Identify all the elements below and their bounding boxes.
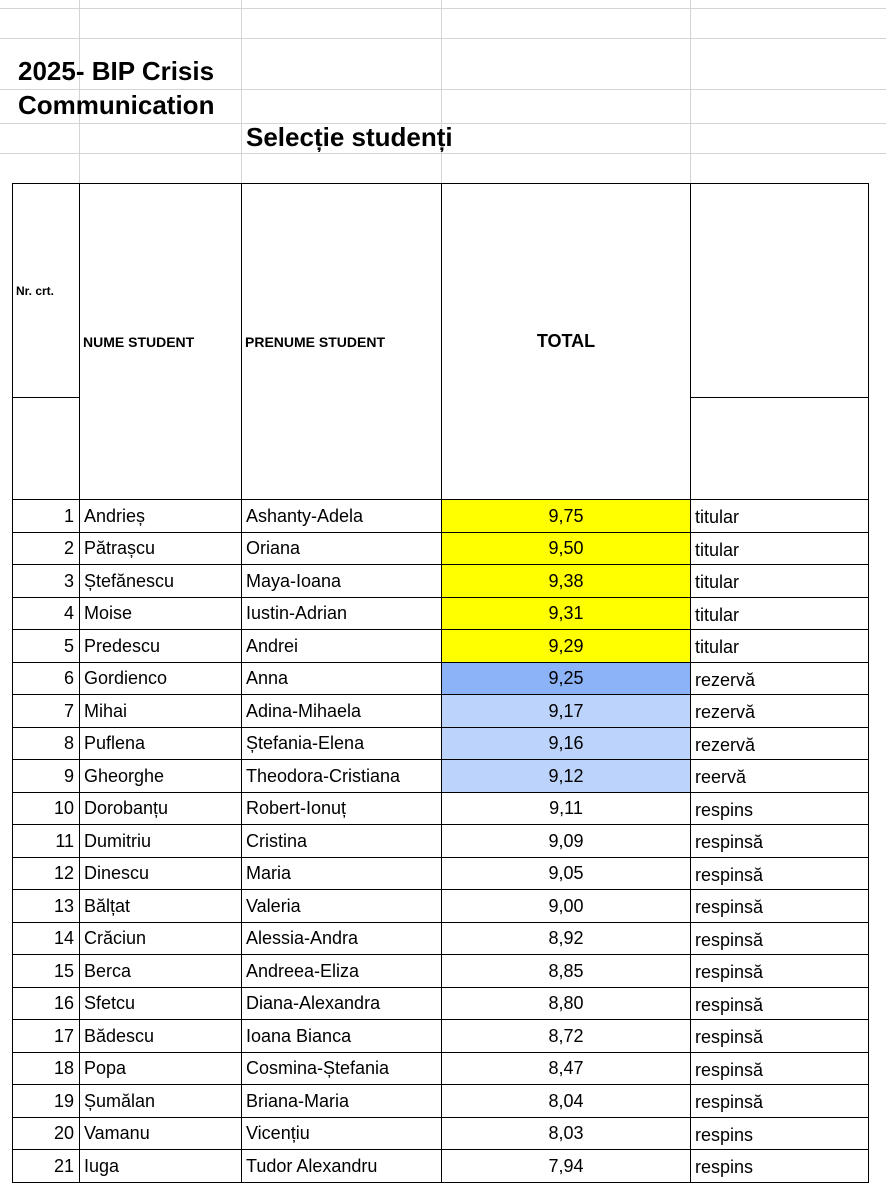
- gridline: [0, 38, 886, 39]
- cell-nr[interactable]: 19: [13, 1085, 80, 1118]
- sheet-title-line2: Communication: [18, 90, 215, 120]
- cell-prenume[interactable]: Robert-Ionuț: [242, 792, 442, 825]
- cell-prenume[interactable]: Maya-Ioana: [242, 565, 442, 598]
- cell-nr[interactable]: 3: [13, 565, 80, 598]
- table-row: [13, 630, 869, 663]
- cell-nume[interactable]: Ștefănescu: [80, 565, 242, 598]
- cell-prenume[interactable]: Andreea-Eliza: [242, 955, 442, 988]
- cell-status[interactable]: respins: [691, 1117, 869, 1150]
- cell-nr[interactable]: 17: [13, 1020, 80, 1053]
- table-row: [13, 890, 869, 923]
- cell-total[interactable]: 8,72: [442, 1020, 691, 1053]
- cell-prenume[interactable]: Briana-Maria: [242, 1085, 442, 1118]
- header-total[interactable]: TOTAL: [442, 184, 691, 500]
- table-row: [13, 1150, 869, 1183]
- cell-nr[interactable]: 10: [13, 792, 80, 825]
- cell-status[interactable]: respinsă: [691, 1052, 869, 1085]
- header-nume-student[interactable]: NUME STUDENT: [80, 184, 242, 500]
- cell-status[interactable]: reervă: [691, 760, 869, 793]
- cell-prenume[interactable]: Vicențiu: [242, 1117, 442, 1150]
- cell-nume[interactable]: Mihai: [80, 695, 242, 728]
- cell-prenume[interactable]: Alessia-Andra: [242, 922, 442, 955]
- cell-nr[interactable]: 6: [13, 662, 80, 695]
- cell-prenume[interactable]: Ioana Bianca: [242, 1020, 442, 1053]
- cell-total[interactable]: 7,94: [442, 1150, 691, 1183]
- cell-prenume[interactable]: Iustin-Adrian: [242, 597, 442, 630]
- cell-prenume[interactable]: Cosmina-Ștefania: [242, 1052, 442, 1085]
- cell-nr[interactable]: 11: [13, 825, 80, 858]
- gridline: [690, 0, 691, 183]
- cell-nume[interactable]: Iuga: [80, 1150, 242, 1183]
- cell-prenume[interactable]: Maria: [242, 857, 442, 890]
- cell-nume[interactable]: Sfetcu: [80, 987, 242, 1020]
- table-row: [13, 922, 869, 955]
- cell-total[interactable]: 9,75: [442, 500, 691, 533]
- cell-total[interactable]: 9,05: [442, 857, 691, 890]
- cell-status[interactable]: titular: [691, 597, 869, 630]
- table-row: [13, 597, 869, 630]
- gridline: [441, 0, 442, 183]
- cell-nr[interactable]: 1: [13, 500, 80, 533]
- cell-prenume[interactable]: Diana-Alexandra: [242, 987, 442, 1020]
- cell-status[interactable]: respinsă: [691, 955, 869, 988]
- cell-nr[interactable]: 4: [13, 597, 80, 630]
- cell-prenume[interactable]: Oriana: [242, 532, 442, 565]
- table-row: [13, 662, 869, 695]
- cell-status[interactable]: titular: [691, 532, 869, 565]
- cell-prenume[interactable]: Adina-Mihaela: [242, 695, 442, 728]
- table-row: [13, 1052, 869, 1085]
- table-row: [13, 695, 869, 728]
- cell-nume[interactable]: Vamanu: [80, 1117, 242, 1150]
- cell-nr[interactable]: 9: [13, 760, 80, 793]
- table-row: [13, 857, 869, 890]
- cell-nr[interactable]: 2: [13, 532, 80, 565]
- cell-prenume[interactable]: Ashanty-Adela: [242, 500, 442, 533]
- cell-nume[interactable]: Dorobanțu: [80, 792, 242, 825]
- cell-prenume[interactable]: Anna: [242, 662, 442, 695]
- cell-total[interactable]: 9,11: [442, 792, 691, 825]
- cell-status[interactable]: rezervă: [691, 727, 869, 760]
- cell-total[interactable]: 9,09: [442, 825, 691, 858]
- cell-nume[interactable]: Dumitriu: [80, 825, 242, 858]
- cell-nume[interactable]: Moise: [80, 597, 242, 630]
- sheet-title-line1: 2025- BIP Crisis: [18, 56, 215, 86]
- table-row: [13, 825, 869, 858]
- cell-nr[interactable]: 8: [13, 727, 80, 760]
- header-nr-crt[interactable]: Nr. crt.: [13, 184, 80, 398]
- table-row: [13, 500, 869, 533]
- cell-total[interactable]: 9,25: [442, 662, 691, 695]
- cell-total[interactable]: 8,85: [442, 955, 691, 988]
- table-row: [13, 955, 869, 988]
- cell-nume[interactable]: Dinescu: [80, 857, 242, 890]
- cell-total[interactable]: 8,04: [442, 1085, 691, 1118]
- cell-nume[interactable]: Bădescu: [80, 1020, 242, 1053]
- cell-status[interactable]: rezervă: [691, 695, 869, 728]
- header-prenume-student[interactable]: PRENUME STUDENT: [242, 184, 442, 500]
- cell-nume[interactable]: Pătrașcu: [80, 532, 242, 565]
- table-row: [13, 1085, 869, 1118]
- cell-total[interactable]: 9,12: [442, 760, 691, 793]
- header-blank-cell[interactable]: [13, 398, 80, 500]
- cell-prenume[interactable]: Ștefania-Elena: [242, 727, 442, 760]
- cell-nr[interactable]: 21: [13, 1150, 80, 1183]
- cell-nume[interactable]: Crăciun: [80, 922, 242, 955]
- cell-total[interactable]: 9,29: [442, 630, 691, 663]
- cell-status[interactable]: respinsă: [691, 922, 869, 955]
- gridline: [241, 0, 242, 183]
- cell-nume[interactable]: Popa: [80, 1052, 242, 1085]
- cell-status[interactable]: titular: [691, 500, 869, 533]
- table-row: [13, 727, 869, 760]
- cell-nr[interactable]: 20: [13, 1117, 80, 1150]
- cell-status[interactable]: rezervă: [691, 662, 869, 695]
- cell-prenume[interactable]: Valeria: [242, 890, 442, 923]
- cell-nr[interactable]: 15: [13, 955, 80, 988]
- cell-nume[interactable]: Berca: [80, 955, 242, 988]
- cell-status[interactable]: respinsă: [691, 1020, 869, 1053]
- cell-total[interactable]: 8,80: [442, 987, 691, 1020]
- cell-nr[interactable]: 5: [13, 630, 80, 663]
- cell-nume[interactable]: Gordienco: [80, 662, 242, 695]
- cell-prenume[interactable]: Andrei: [242, 630, 442, 663]
- table-row: [13, 987, 869, 1020]
- cell-status[interactable]: respinsă: [691, 825, 869, 858]
- table-row: [13, 792, 869, 825]
- cell-nr[interactable]: 14: [13, 922, 80, 955]
- cell-nr[interactable]: 7: [13, 695, 80, 728]
- cell-total[interactable]: 8,03: [442, 1117, 691, 1150]
- cell-status[interactable]: respinsă: [691, 987, 869, 1020]
- header-blank-cell[interactable]: [691, 398, 869, 500]
- cell-status[interactable]: titular: [691, 630, 869, 663]
- cell-total[interactable]: 9,38: [442, 565, 691, 598]
- cell-nume[interactable]: Gheorghe: [80, 760, 242, 793]
- cell-total[interactable]: 9,16: [442, 727, 691, 760]
- cell-prenume[interactable]: Cristina: [242, 825, 442, 858]
- cell-status[interactable]: respinsă: [691, 890, 869, 923]
- cell-total[interactable]: 9,31: [442, 597, 691, 630]
- cell-status[interactable]: titular: [691, 565, 869, 598]
- header-status[interactable]: [691, 184, 869, 398]
- cell-prenume[interactable]: Tudor Alexandru: [242, 1150, 442, 1183]
- cell-total[interactable]: 9,00: [442, 890, 691, 923]
- cell-nume[interactable]: Puflena: [80, 727, 242, 760]
- table-row: [13, 1020, 869, 1053]
- cell-nr[interactable]: 16: [13, 987, 80, 1020]
- cell-total[interactable]: 9,50: [442, 532, 691, 565]
- cell-status[interactable]: respinsă: [691, 857, 869, 890]
- cell-nr[interactable]: 13: [13, 890, 80, 923]
- cell-nume[interactable]: Predescu: [80, 630, 242, 663]
- students-table: [12, 183, 869, 1183]
- cell-status[interactable]: respinsă: [691, 1085, 869, 1118]
- cell-nume[interactable]: Șumălan: [80, 1085, 242, 1118]
- sheet-subtitle: Selecție studenți: [246, 122, 453, 152]
- table-row: [13, 760, 869, 793]
- cell-nr[interactable]: 18: [13, 1052, 80, 1085]
- cell-total[interactable]: 8,47: [442, 1052, 691, 1085]
- cell-nr[interactable]: 12: [13, 857, 80, 890]
- gridline: [0, 8, 886, 9]
- cell-nume[interactable]: Andrieș: [80, 500, 242, 533]
- table-row: [13, 1117, 869, 1150]
- table-row: [13, 565, 869, 598]
- cell-status[interactable]: respins: [691, 1150, 869, 1183]
- cell-nume[interactable]: Bălțat: [80, 890, 242, 923]
- cell-status[interactable]: respins: [691, 792, 869, 825]
- cell-prenume[interactable]: Theodora-Cristiana: [242, 760, 442, 793]
- table-row: [13, 532, 869, 565]
- header-row-top: [13, 184, 869, 398]
- cell-total[interactable]: 8,92: [442, 922, 691, 955]
- cell-total[interactable]: 9,17: [442, 695, 691, 728]
